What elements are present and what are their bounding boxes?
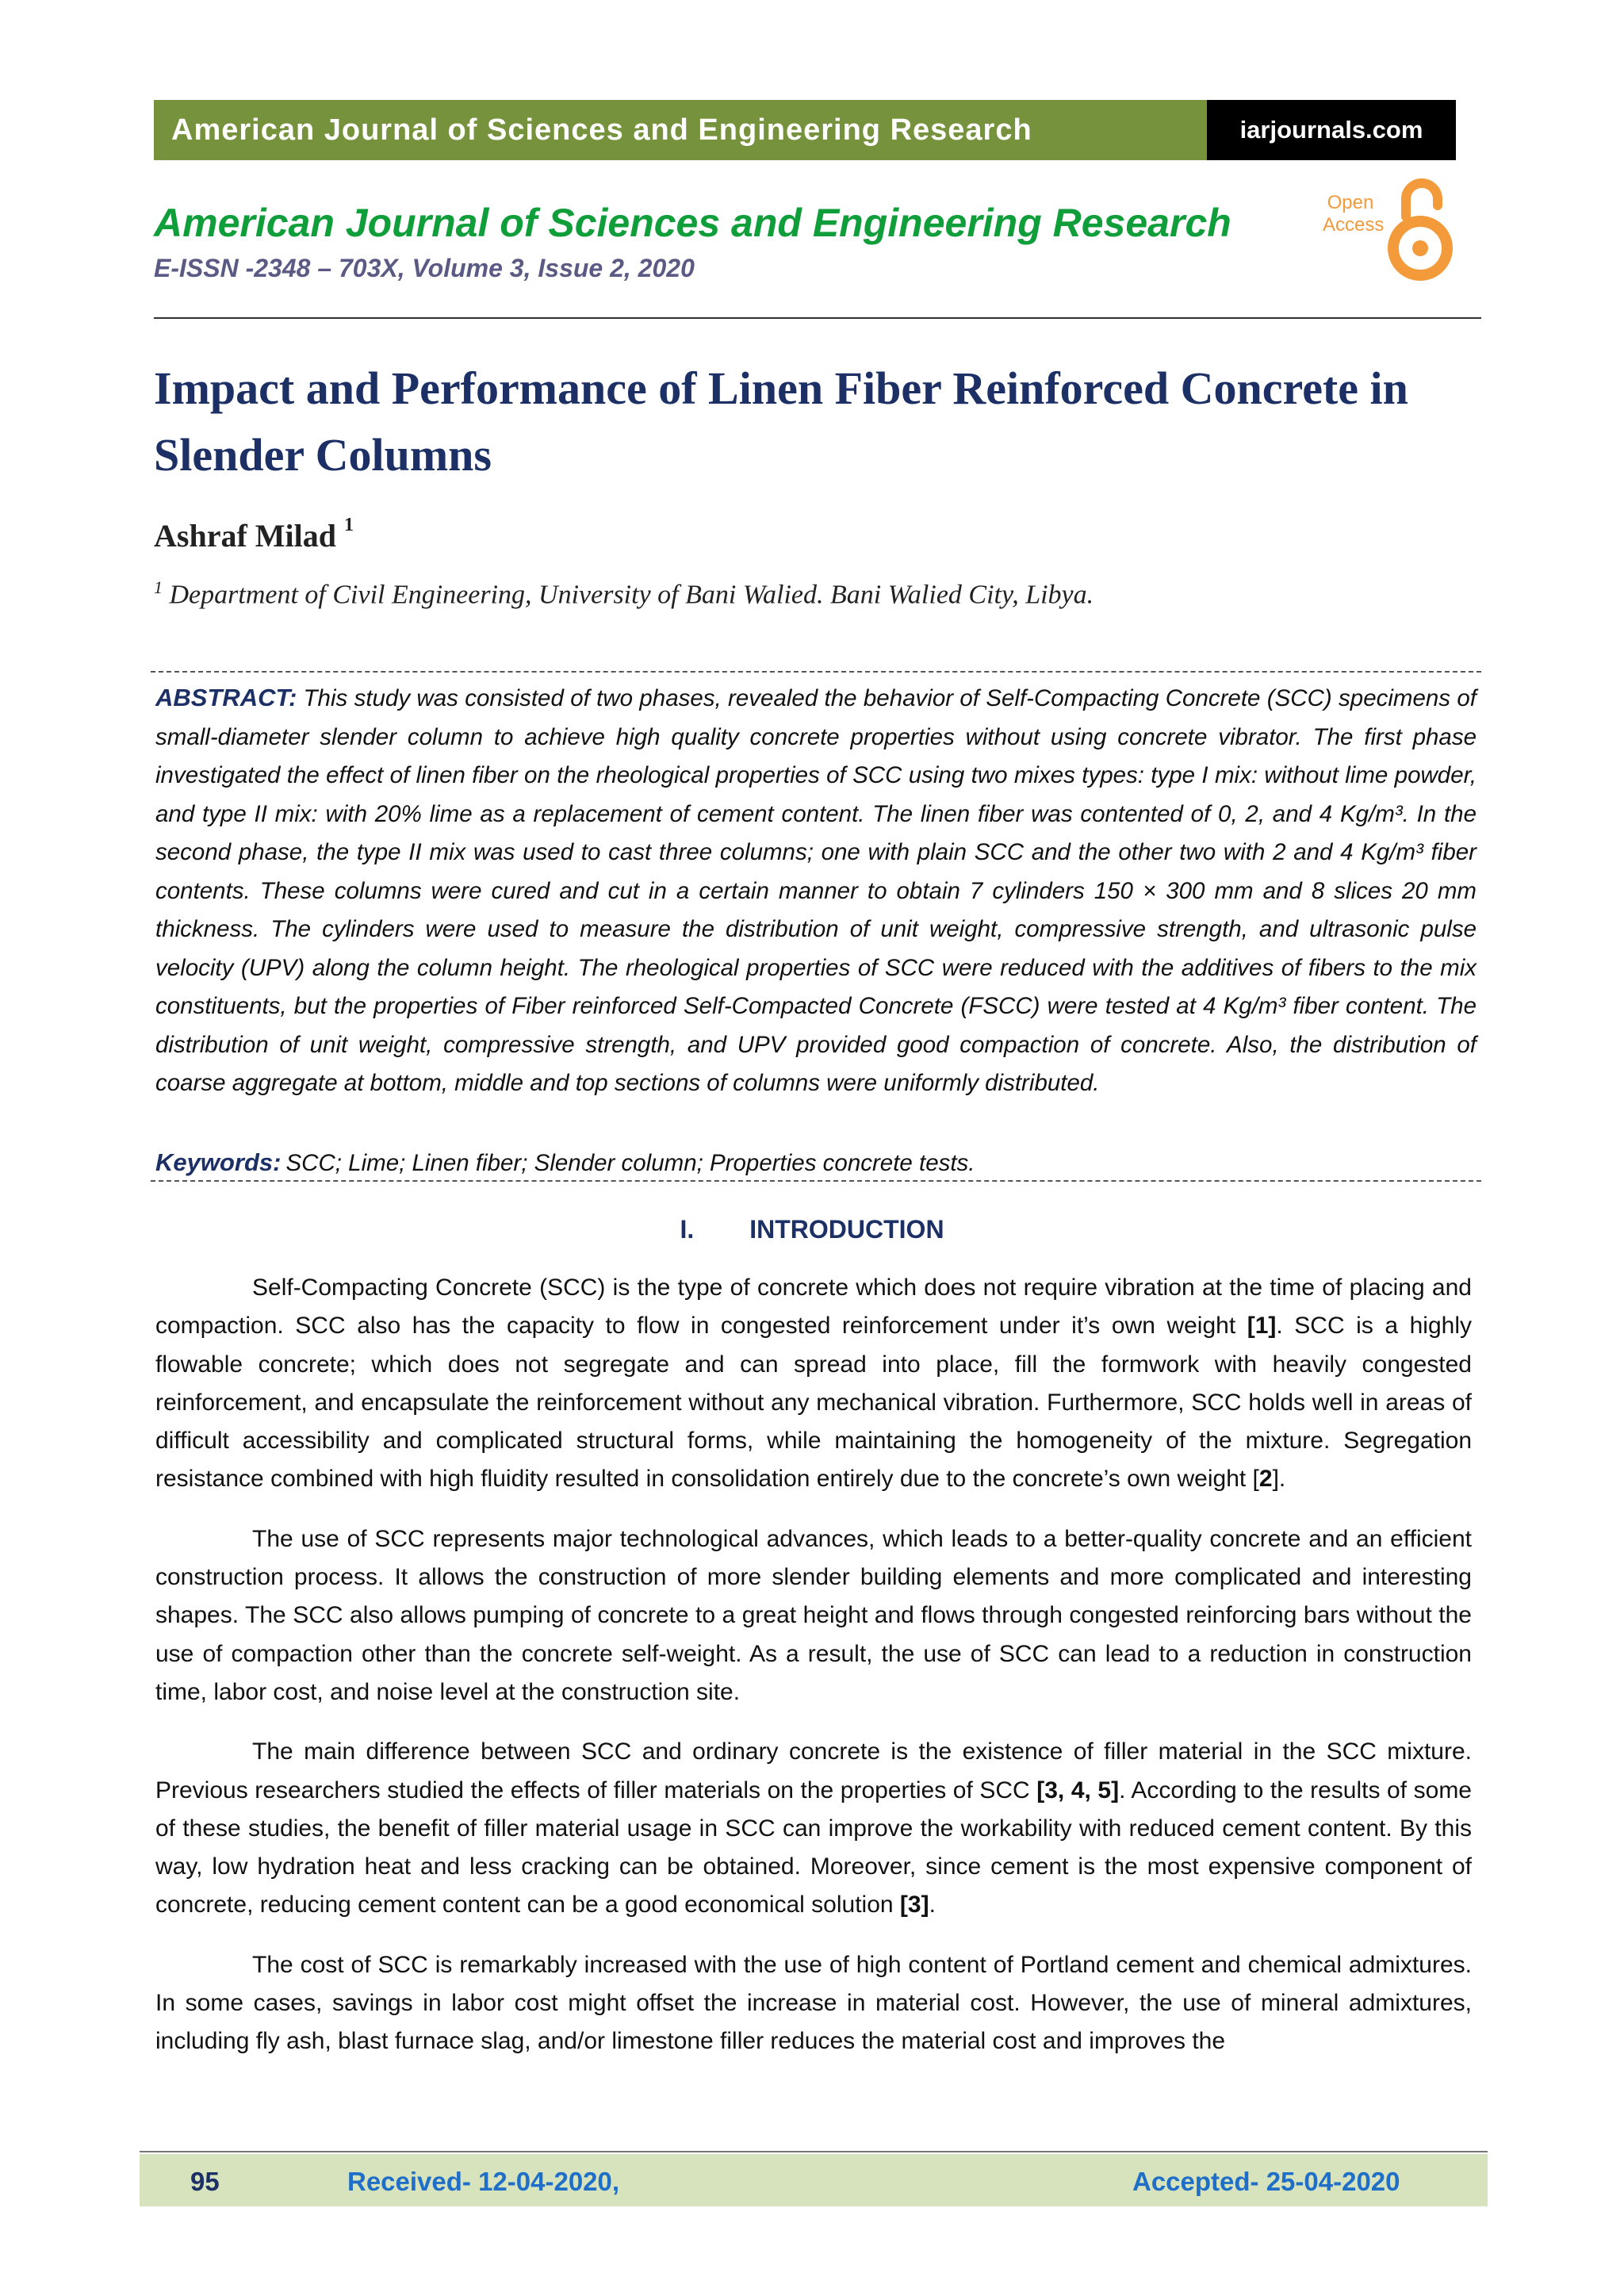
open-access-line2: Access bbox=[1323, 214, 1385, 236]
abstract-bottom-divider bbox=[151, 1180, 1481, 1182]
abstract-text: This study was consisted of two phases, revealed the behavior of Self-Compacting Concrete (SCC) specimens of small-diameter slender column to achieve high quality concrete properties without using concrete vibrator. The first phase investigated the effect of linen fiber on the rheological properties of SCC using two mixes types: type I mix: without lime powder, and type II mix: with 20% lime as a replacement of cement content. The linen fiber was contented of 0, 2, and 4 Kg/m³. In the second phase, the type II mix was used to cast three columns; one with plain SCC and the other two with 2 and 4 Kg/m³ fiber contents. These columns were cured and cut in a certain manner to obtain 7 cylinders 150 × 300 mm and 8 slices 20 mm thickness. The cylinders were used to measure the distribution of unit weight, compressive strength, and ultrasonic pulse velocity (UPV) along the column height. The rheological properties of SCC were reduced with the additives of fibers to the mix constituents, but the properties of Fiber reinforced Self-Compacted Concrete (FSCC) were tested at 4 Kg/m³ fiber content. The distribution of unit weight, compressive strength, and UPV provided good compaction of concrete. Also, the distribution of coarse aggregate at bottom, middle and top sections of columns were uniformly distributed. bbox=[155, 685, 1477, 1096]
keywords-text: SCC; Lime; Linen fiber; Slender column; Properties concrete tests. bbox=[285, 1150, 975, 1176]
citation-ref[interactable]: [3] bbox=[899, 1892, 929, 1918]
footer-rule bbox=[140, 2151, 1488, 2152]
paragraph-3-text-c: . bbox=[929, 1892, 936, 1918]
page-footer bbox=[140, 2154, 1488, 2206]
body-text bbox=[155, 1269, 1472, 2083]
abstract-label: ABSTRACT: bbox=[155, 684, 297, 711]
journal-title: American Journal of Sciences and Engineering Research bbox=[154, 201, 1231, 245]
section-heading bbox=[0, 1215, 1624, 1244]
open-access-label bbox=[1323, 192, 1385, 236]
banner-title-bar bbox=[154, 100, 1207, 160]
abstract-block bbox=[155, 679, 1477, 1103]
keywords-block bbox=[155, 1144, 1477, 1182]
affiliation-text: Department of Civil Engineering, University of Bani Walied. Bani Walied City, Libya. bbox=[169, 580, 1094, 610]
journal-banner bbox=[154, 100, 1456, 160]
open-access-line1: Open bbox=[1327, 192, 1374, 213]
citation-ref[interactable]: 2 bbox=[1258, 1466, 1273, 1493]
banner-title: American Journal of Sciences and Engineering Research bbox=[171, 113, 1032, 147]
accepted-date: Accepted- 25-04-2020 bbox=[1132, 2167, 1400, 2196]
paragraph-2: The use of SCC represents major technological advances, which leads to a better-quality concrete and an efficient construction process. It allows the construction of more slender building elements and more complicated and interesting shapes. The SCC also allows pumping of concrete to a great height and flows through congested reinforcing bars without the use of compaction other than the concrete self-weight. As a result, the use of SCC can lead to a reduction in construction time, labor cost, and noise level at the construction site. bbox=[155, 1525, 1472, 1705]
paragraph-4: The cost of SCC is remarkably increased with the use of high content of Portland cement and chemical admixtures. In some cases, savings in labor cost might offset the increase in material cost. However, the use of mineral admixtures, including fly ash, blast furnace slag, and/or limestone filler reduces the material cost and improves the bbox=[155, 1951, 1472, 2055]
section-title: INTRODUCTION bbox=[749, 1215, 944, 1244]
keywords-label: Keywords: bbox=[155, 1148, 282, 1176]
abstract-top-divider bbox=[151, 671, 1481, 673]
journal-issn: E-ISSN -2348 – 703X, Volume 3, Issue 2, 2020 bbox=[154, 254, 695, 282]
paragraph-1-text-b: . SCC is a highly flowable concrete; which does not segregate and can spread into place, fill the formwork with heavily congested reinforcement, and encapsulate the reinforcement without any mechanical vibration. Furthermore, SCC holds well in areas of difficult accessibility and complicated structural forms, while maintaining the homogeneity of the mixture. Segregation resistance combined with high fluidity resulted in consolidation entirely due to the concrete’s own weight [ bbox=[155, 1313, 1473, 1493]
affiliation-superscript: 1 bbox=[154, 577, 163, 597]
paragraph-3-text-a: The main difference between SCC and ordinary concrete is the existence of filler material in the SCC mixture. Previous researchers studied the effects of filler materials on the properties of SCC bbox=[155, 1738, 1472, 1803]
author-name bbox=[154, 514, 354, 554]
paragraph-1 bbox=[155, 1269, 1472, 1499]
author-affiliation bbox=[154, 577, 1094, 610]
paragraph-3 bbox=[155, 1733, 1472, 1924]
paragraph-1-text-a: Self-Compacting Concrete (SCC) is the type of concrete which does not require vibration at the time of placing and compaction. SCC also has the capacity to flow in congested reinforcement under it’s own weight bbox=[155, 1274, 1472, 1340]
paragraph-1-text-c: ]. bbox=[1272, 1466, 1286, 1493]
paragraph-3-text-b: . According to the results of some of these studies, the benefit of filler material usage in SCC can improve the workability with reduced cement content. By this way, low hydration heat and less cracking can be obtained. Moreover, since cement is the most expensive component of concrete, reducing cement content can be a good economical solution bbox=[155, 1777, 1472, 1918]
received-date: Received- 12-04-2020, bbox=[347, 2167, 620, 2196]
paper-title: Impact and Performance of Linen Fiber Reinforced Concrete in Slender Columns bbox=[154, 362, 1408, 481]
author-text: Ashraf Milad bbox=[154, 518, 336, 554]
citation-ref[interactable]: [1] bbox=[1247, 1313, 1277, 1340]
banner-site-link[interactable]: iarjournals.com bbox=[1239, 116, 1423, 144]
banner-site-box bbox=[1207, 100, 1456, 160]
header-rule bbox=[154, 317, 1481, 319]
section-number: I. bbox=[680, 1215, 695, 1244]
page-number: 95 bbox=[190, 2167, 220, 2196]
citation-ref[interactable]: [3, 4, 5] bbox=[1036, 1777, 1120, 1803]
author-superscript: 1 bbox=[344, 514, 354, 535]
